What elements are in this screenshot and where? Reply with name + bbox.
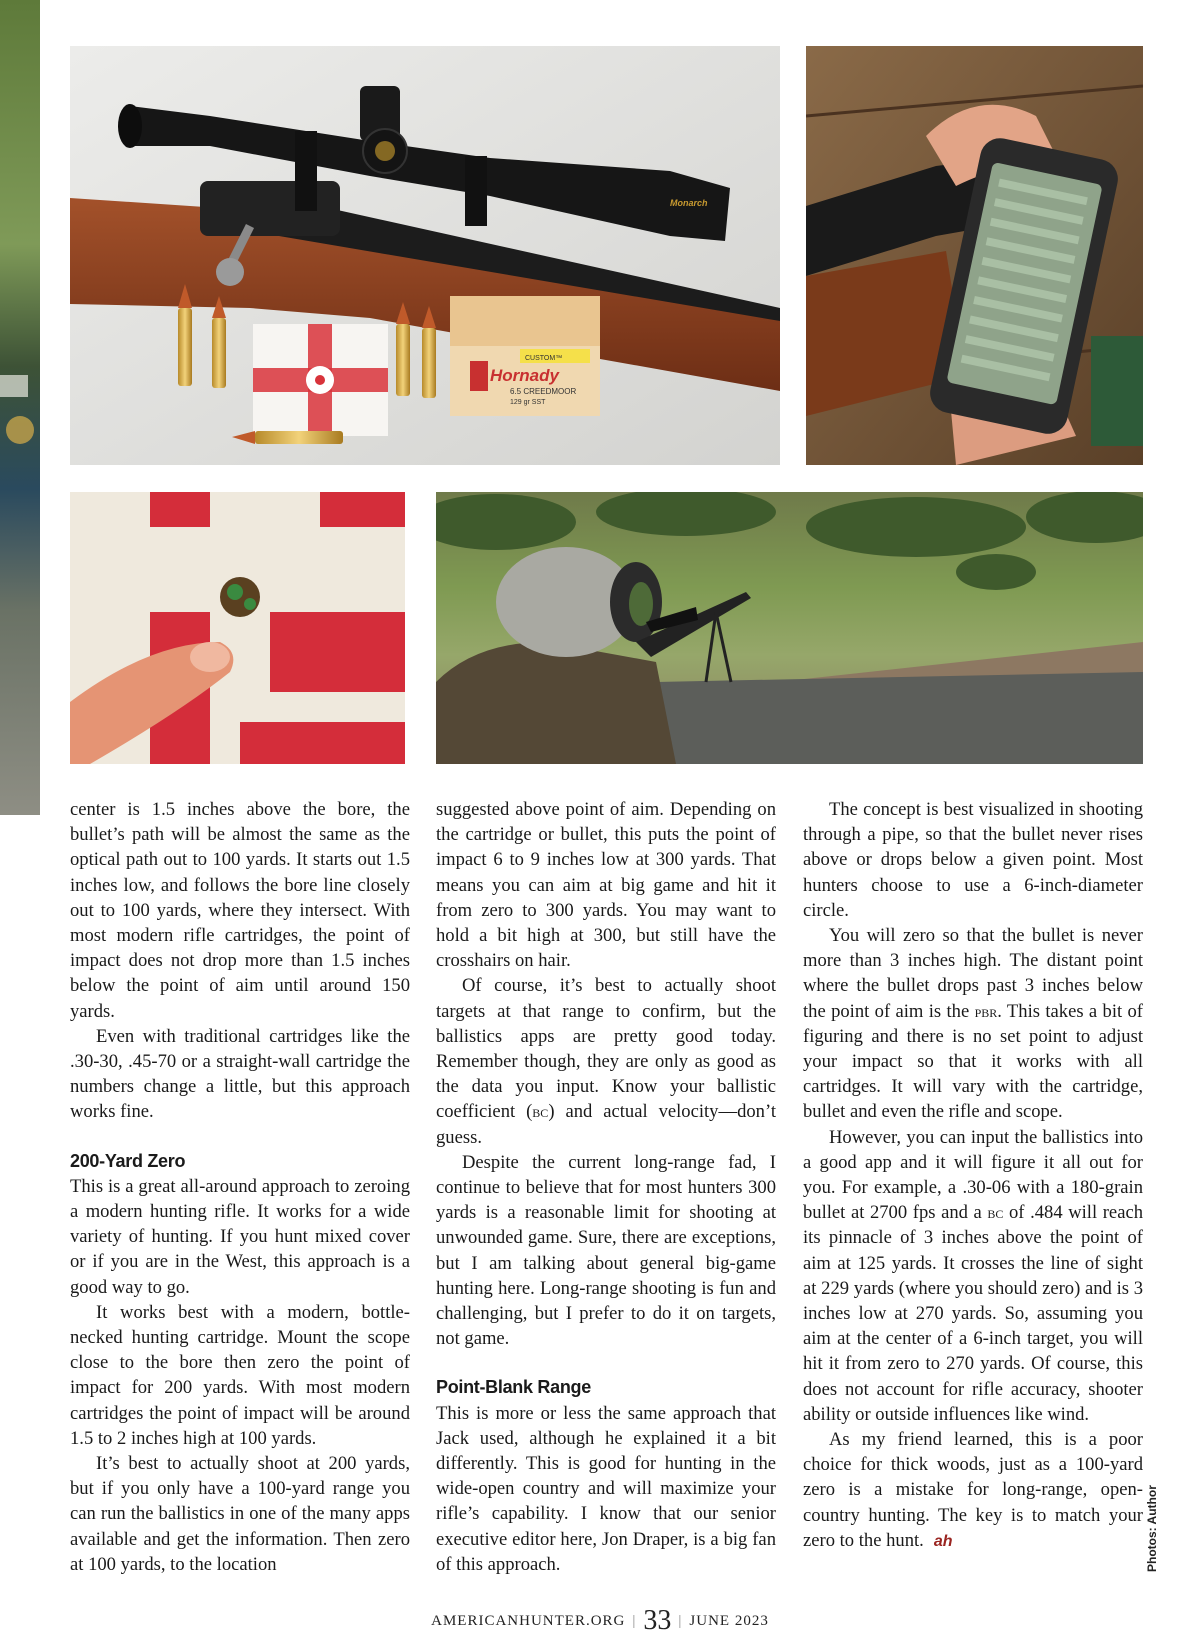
text-run: As my friend learned, this is a poor choice for thick woods, just as a 100-yard zero is a mistake for long-range, open-country hunting. The key is to match your zero to the hunt. <box>803 1429 1143 1551</box>
paragraph <box>436 973 776 1149</box>
paragraph <box>803 923 1143 1125</box>
ballistics-app-photo <box>806 46 1143 465</box>
text-run: bc <box>532 1102 549 1122</box>
paragraph: This is a great all-around approach to zeroing a modern hunting rifle. It works for a wide variety of hunting. If you hunt mixed cover or if you are in the West, this approach is a good way to go. <box>70 1175 410 1298</box>
page-footer <box>0 1605 1200 1637</box>
site-name: AMERICANHUNTER.ORG <box>431 1613 626 1629</box>
text-run: However, you can input the ballistics into a good app and it will figure it all out for you. For example, a .30-06 with a 180-grain bullet at 2700 fps and a <box>803 1126 1143 1224</box>
paragraph: suggested above point of aim. Depending on the cartridge or bullet, this puts the point of impact 6 to 9 inches low at 300 yards. That means you can aim at big game and hit it from zero to 300 yards. You may want to hold a bit high at 300, but still have the crosshairs on hair. <box>436 799 776 972</box>
photo-credit: Photos: Author <box>1145 1485 1159 1572</box>
paragraph: It’s best to actually shoot at 200 yards, but if you only have a 100-yard range you can run the ballistics in one of the many apps available and get the information. Then zero at 100 yards, to the location <box>70 1453 410 1575</box>
target-closeup-photo <box>70 492 405 764</box>
paragraph <box>803 1125 1143 1427</box>
text-run: pbr <box>974 1001 998 1021</box>
text-run: of .484 will reach its pinnacle of 3 inches above the point of aim at 125 yards. It crosses the line of sight at 229 yards (where you should zero) and is 3 inches low at 270 yards. So, assuming you aim at the center of a 6-inch target, you will hit it from zero to 270 yards. Of course, this does not account for rifle accuracy, shooter ability or outside influences like wind. <box>803 1202 1143 1425</box>
issue-date: JUNE 2023 <box>689 1613 769 1629</box>
footer-separator: | <box>632 1613 637 1629</box>
text-column-3 <box>803 797 1143 1554</box>
edge-photo <box>0 0 40 815</box>
paragraph: It works best with a modern, bottle-necked hunting cartridge. Mount the scope close to the bore then zero the point of impact for 200 yards. With most modern cartridges the point of impact will be around 1.5 to 2 inches high at 100 yards. <box>70 1301 410 1449</box>
paragraph: Despite the current long-range fad, I continue to believe that for most hunters 300 yards is a reasonable limit for shooting at unwounded game. Sure, there are exceptions, but I am talking about general big-game hunting here. Long-range shooting is fun and challenging, but I prefer to do it on targets, not game. <box>436 1151 776 1350</box>
paragraph: center is 1.5 inches above the bore, the bullet’s path will be almost the same as the optical path out to 100 yards. It starts out 1.5 inches low, and follows the bore line closely out to 100 yards, where they intersect. With most modern rifle cartridges, the point of impact does not drop more than 1.5 inches below the point of aim until around 150 yards. <box>70 799 410 1022</box>
scope-brand: Monarch <box>670 198 708 208</box>
ammo-box-line1: CUSTOM™ <box>525 355 563 362</box>
rifle-scope-photo <box>70 46 780 465</box>
page-number: 33 <box>643 1605 672 1636</box>
paragraph: The concept is best visualized in shooting through a pipe, so that the bullet never rises above or drops below a given point. Most hunters choose to use a 6-inch-diameter circle. <box>803 799 1143 921</box>
text-run: . This takes a bit of figuring and there is no set point to adjust your impact so that it works with all cartridges. It will vary with the cartridge, bullet and even the rifle and scope. <box>803 1000 1143 1123</box>
paragraph: Even with traditional cartridges like the .30-30, .45-70 or a straight-wall cartridge the numbers change a little, but this approach works fine. <box>70 1025 410 1123</box>
paragraph: This is more or less the same approach that Jack used, although he explained it a bit differently. This is good for hunting in the wide-open country and will maximize your rifle’s capability. I know that our senior executive editor here, Jon Draper, is a big fan of this approach. <box>436 1402 776 1575</box>
footer-separator: | <box>678 1613 683 1629</box>
subheading-point-blank-range: Point-Blank Range <box>436 1377 591 1398</box>
text-run: Of course, it’s best to actually shoot targets at that range to confirm, but the ballistics apps are pretty good today. Remember though, they are only as good as the data you input. Know your ballistic coefficient ( <box>436 975 776 1123</box>
ammo-box-brand: Hornady <box>490 366 559 385</box>
text-run: ) and actual velocity—don’t guess. <box>436 1101 776 1148</box>
prone-shooter-photo <box>436 492 1143 764</box>
text-column-2 <box>436 797 776 1577</box>
text-run: You will zero so that the bullet is never more than 3 inches high. The distant point where the bullet drops past 3 inches below the point of aim is the <box>803 925 1143 1022</box>
text-column-1 <box>70 797 410 1577</box>
text-run: bc <box>987 1203 1004 1223</box>
ammo-box-line3: 129 gr SST <box>510 399 546 406</box>
ammo-box-line2: 6.5 CREEDMOOR <box>510 387 577 396</box>
subheading-200-yard-zero: 200-Yard Zero <box>70 1150 186 1171</box>
paragraph <box>803 1427 1143 1554</box>
end-mark-logo: ah <box>933 1532 953 1550</box>
